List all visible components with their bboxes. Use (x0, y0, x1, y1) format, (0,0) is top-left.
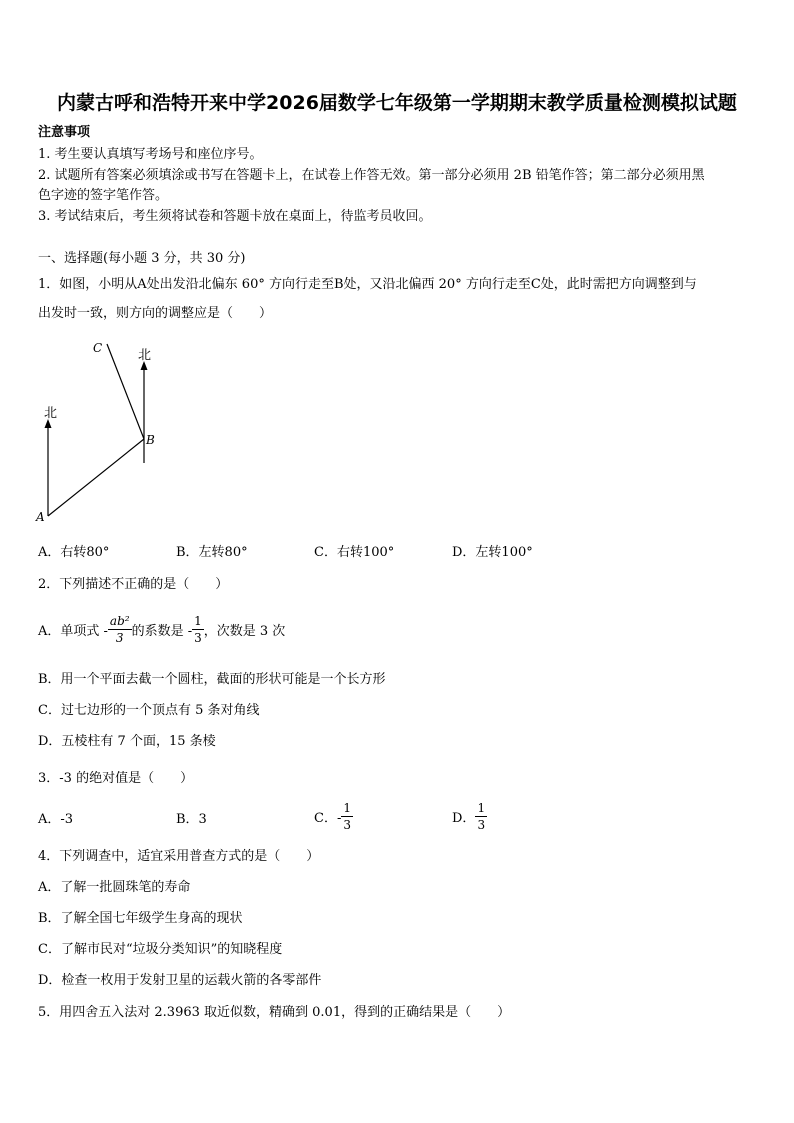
q3-d-den: 3 (477, 817, 486, 832)
notice-item-2: 2. 试题所有答案必须填涂或书写在答题卡上，在试卷上作答无效。第一部分必须用 2B 铅笔作答；第二部分必须用黑 (38, 168, 705, 183)
q4-option-b: B．了解全国七年级学生身高的现状 (38, 911, 243, 926)
point-label-c: C (93, 341, 103, 355)
q5-stem: 5．用四舍五入法对 2.3963 取近似数，精确到 0.01，得到的正确结果是（ ） (38, 1005, 511, 1020)
q3-c-prefix: C．- (314, 810, 342, 826)
q2-option-b: B．用一个平面去截一个圆柱，截面的形状可能是一个长方形 (38, 672, 386, 687)
q1-option-b: B．左转80° (176, 545, 248, 560)
q2-stem: 2．下列描述不正确的是（ ） (38, 577, 229, 592)
q2-a-fraction-2 (192, 615, 204, 644)
q3-option-c (314, 796, 353, 836)
q1-option-a: A．右转80° (38, 545, 110, 560)
q2-option-d: D．五棱柱有 7 个面，15 条棱 (38, 734, 216, 749)
page-title: 内蒙古呼和浩特开来中学2026届数学七年级第一学期期末教学质量检测模拟试题 (57, 92, 737, 114)
q2-a-frac-num: ab² (109, 613, 130, 628)
q4-option-d: D．检查一枚用于发射卫星的运载火箭的各零部件 (38, 973, 322, 988)
q2-option-a (38, 608, 285, 650)
q2-a-frac-den: 3 (115, 630, 124, 645)
q3-d-fraction (475, 802, 487, 831)
q2-option-c: C．过七边形的一个顶点有 5 条对角线 (38, 703, 260, 718)
segment-ab (48, 439, 144, 516)
q2-a-suffix: ，次数是 3 次 (203, 623, 286, 639)
q2-a-mid: 的系数是 - (131, 623, 193, 639)
q2-a-fraction (108, 615, 132, 644)
q2-a-frac2-den: 3 (194, 630, 202, 645)
q1-direction-figure (30, 335, 180, 530)
point-label-a: A (36, 510, 45, 524)
notice-item-3: 3. 考试结束后，考生须将试卷和答题卡放在桌面上，待监考员收回。 (38, 209, 432, 224)
notice-heading: 注意事项 (38, 125, 91, 140)
q3-stem: 3．-3 的绝对值是（ ） (38, 771, 194, 786)
q3-d-num: 1 (477, 800, 486, 815)
q1-stem-line2: 出发时一致，则方向的调整应是（ ） (38, 306, 273, 321)
section-heading: 一、选择题(每小题 3 分，共 30 分) (38, 251, 246, 266)
q1-option-d: D．左转100° (452, 545, 533, 560)
north-label-b: 北 (138, 348, 152, 363)
q3-option-b: B．3 (176, 812, 207, 827)
notice-item-1: 1. 考生要认真填写考场号和座位序号。 (38, 147, 263, 162)
north-label-a: 北 (44, 406, 58, 421)
q3-option-a: A．-3 (38, 812, 74, 827)
point-label-b: B (146, 433, 155, 447)
q3-option-d (452, 796, 487, 836)
q1-option-c: C．右转100° (314, 545, 395, 560)
q3-c-den: 3 (343, 817, 351, 832)
q1-stem-line1: 1．如图，小明从A处出发沿北偏东 60° 方向行走至B处，又沿北偏西 20° 方向行走至C处，此时需把方向调整到与 (38, 277, 697, 292)
q4-option-c: C．了解市民对“垃圾分类知识”的知晓程度 (38, 942, 283, 957)
q3-d-prefix: D． (452, 810, 476, 826)
q3-c-num: 1 (343, 800, 351, 815)
q4-stem: 4．下列调查中，适宜采用普查方式的是（ ） (38, 849, 320, 864)
q4-option-a: A．了解一批圆珠笔的寿命 (38, 880, 191, 895)
q2-a-prefix: A．单项式 - (38, 623, 108, 639)
notice-item-2-cont: 色字迹的签字笔作答。 (38, 188, 169, 203)
q2-a-frac2-num: 1 (194, 613, 202, 628)
q3-c-fraction (341, 802, 353, 831)
